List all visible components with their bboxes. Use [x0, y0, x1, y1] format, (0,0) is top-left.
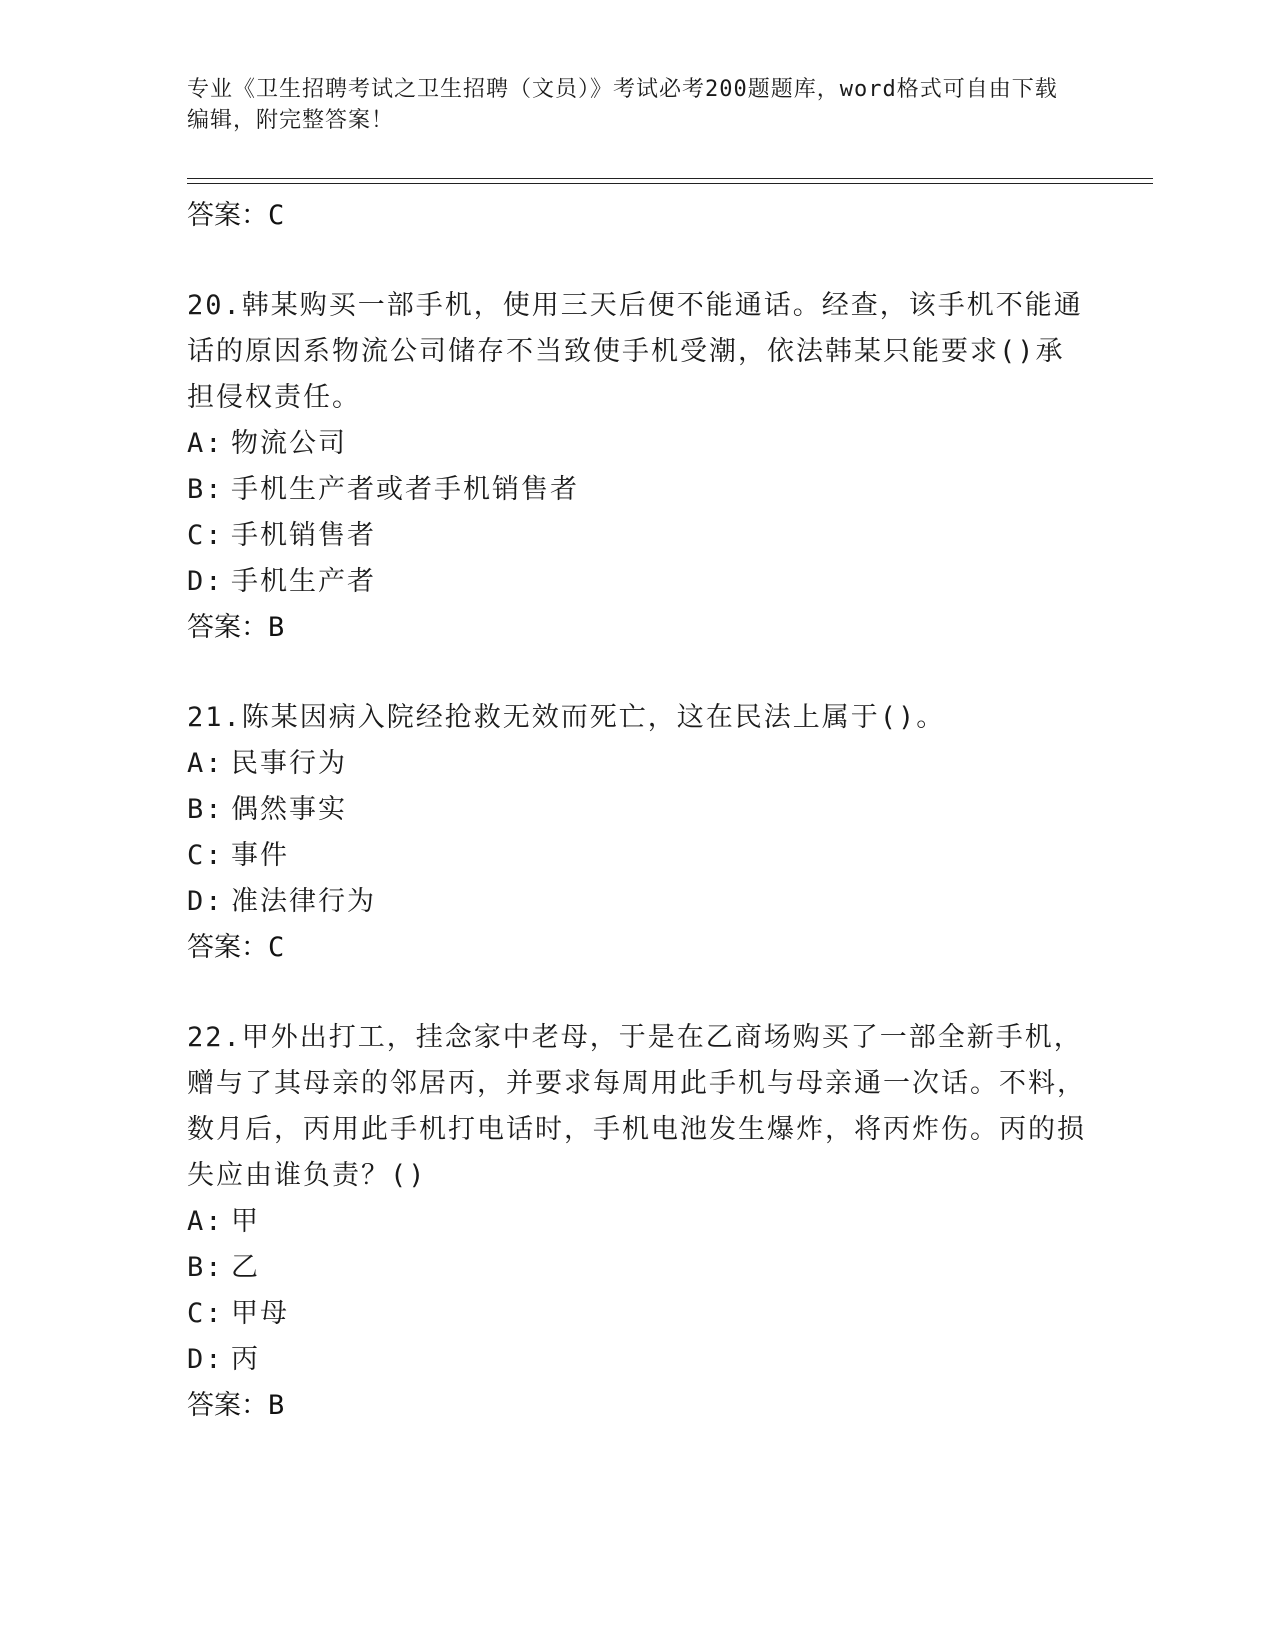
question-list — [187, 193, 1087, 1429]
option-c — [187, 833, 1087, 879]
option-b — [187, 467, 1087, 513]
option-text: 手机生产者 — [231, 566, 376, 597]
question-text: 20.韩某购买一部手机，使用三天后便不能通话。经查，该手机不能通话的原因系物流公司储存不当致使手机受潮，依法韩某只能要求()承担侵权责任。 — [187, 290, 1083, 413]
option-letter: B: — [187, 794, 224, 825]
question-20 — [187, 283, 1087, 651]
option-text: 丙 — [231, 1344, 260, 1375]
answer-value: B — [268, 1390, 285, 1421]
answer-value: C — [268, 932, 285, 963]
question-text: 21.陈某因病入院经抢救无效而死亡，这在民法上属于()。 — [187, 702, 946, 733]
previous-answer — [187, 193, 1087, 239]
question-22 — [187, 1015, 1087, 1429]
answer-value: C — [268, 200, 285, 231]
option-text: 乙 — [231, 1252, 260, 1283]
document-header: 专业《卫生招聘考试之卫生招聘（文员）》考试必考200题题库，word格式可自由下载编辑，附完整答案！ — [187, 77, 1058, 133]
option-a — [187, 1199, 1087, 1245]
answer-label: 答案： — [187, 1390, 268, 1421]
option-letter: D: — [187, 886, 224, 917]
option-text: 甲母 — [231, 1298, 289, 1329]
option-a — [187, 421, 1087, 467]
option-text: 民事行为 — [231, 748, 347, 779]
option-a — [187, 741, 1087, 787]
option-letter: B: — [187, 474, 224, 505]
option-text: 物流公司 — [231, 428, 347, 459]
option-d — [187, 1337, 1087, 1383]
option-c — [187, 1291, 1087, 1337]
option-letter: C: — [187, 520, 224, 551]
option-d — [187, 879, 1087, 925]
answer-label: 答案： — [187, 932, 268, 963]
answer-label: 答案： — [187, 612, 268, 643]
option-text: 偶然事实 — [231, 794, 347, 825]
answer-label: 答案： — [187, 200, 268, 231]
option-text: 事件 — [231, 840, 289, 871]
option-text: 手机生产者或者手机销售者 — [231, 474, 579, 505]
option-b — [187, 1245, 1087, 1291]
question-answer — [187, 925, 1087, 971]
question-answer — [187, 1383, 1087, 1429]
option-letter: B: — [187, 1252, 224, 1283]
option-text: 甲 — [231, 1206, 260, 1237]
header-divider-bottom — [187, 183, 1153, 184]
option-b — [187, 787, 1087, 833]
answer-value: B — [268, 612, 285, 643]
option-text: 手机销售者 — [231, 520, 376, 551]
question-text: 22.甲外出打工，挂念家中老母，于是在乙商场购买了一部全新手机，赠与了其母亲的邻居丙，并要求每周用此手机与母亲通一次话。不料，数月后，丙用此手机打电话时，手机电池发生爆炸，将丙炸伤。丙的损失应由谁负责？() — [187, 1022, 1086, 1191]
option-letter: C: — [187, 1298, 224, 1329]
option-letter: C: — [187, 840, 224, 871]
option-letter: A: — [187, 428, 224, 459]
question-answer — [187, 605, 1087, 651]
option-text: 准法律行为 — [231, 886, 376, 917]
option-c — [187, 513, 1087, 559]
header-divider-top — [187, 178, 1153, 179]
option-d — [187, 559, 1087, 605]
option-letter: D: — [187, 1344, 224, 1375]
option-letter: D: — [187, 566, 224, 597]
option-letter: A: — [187, 748, 224, 779]
question-21 — [187, 695, 1087, 971]
option-letter: A: — [187, 1206, 224, 1237]
